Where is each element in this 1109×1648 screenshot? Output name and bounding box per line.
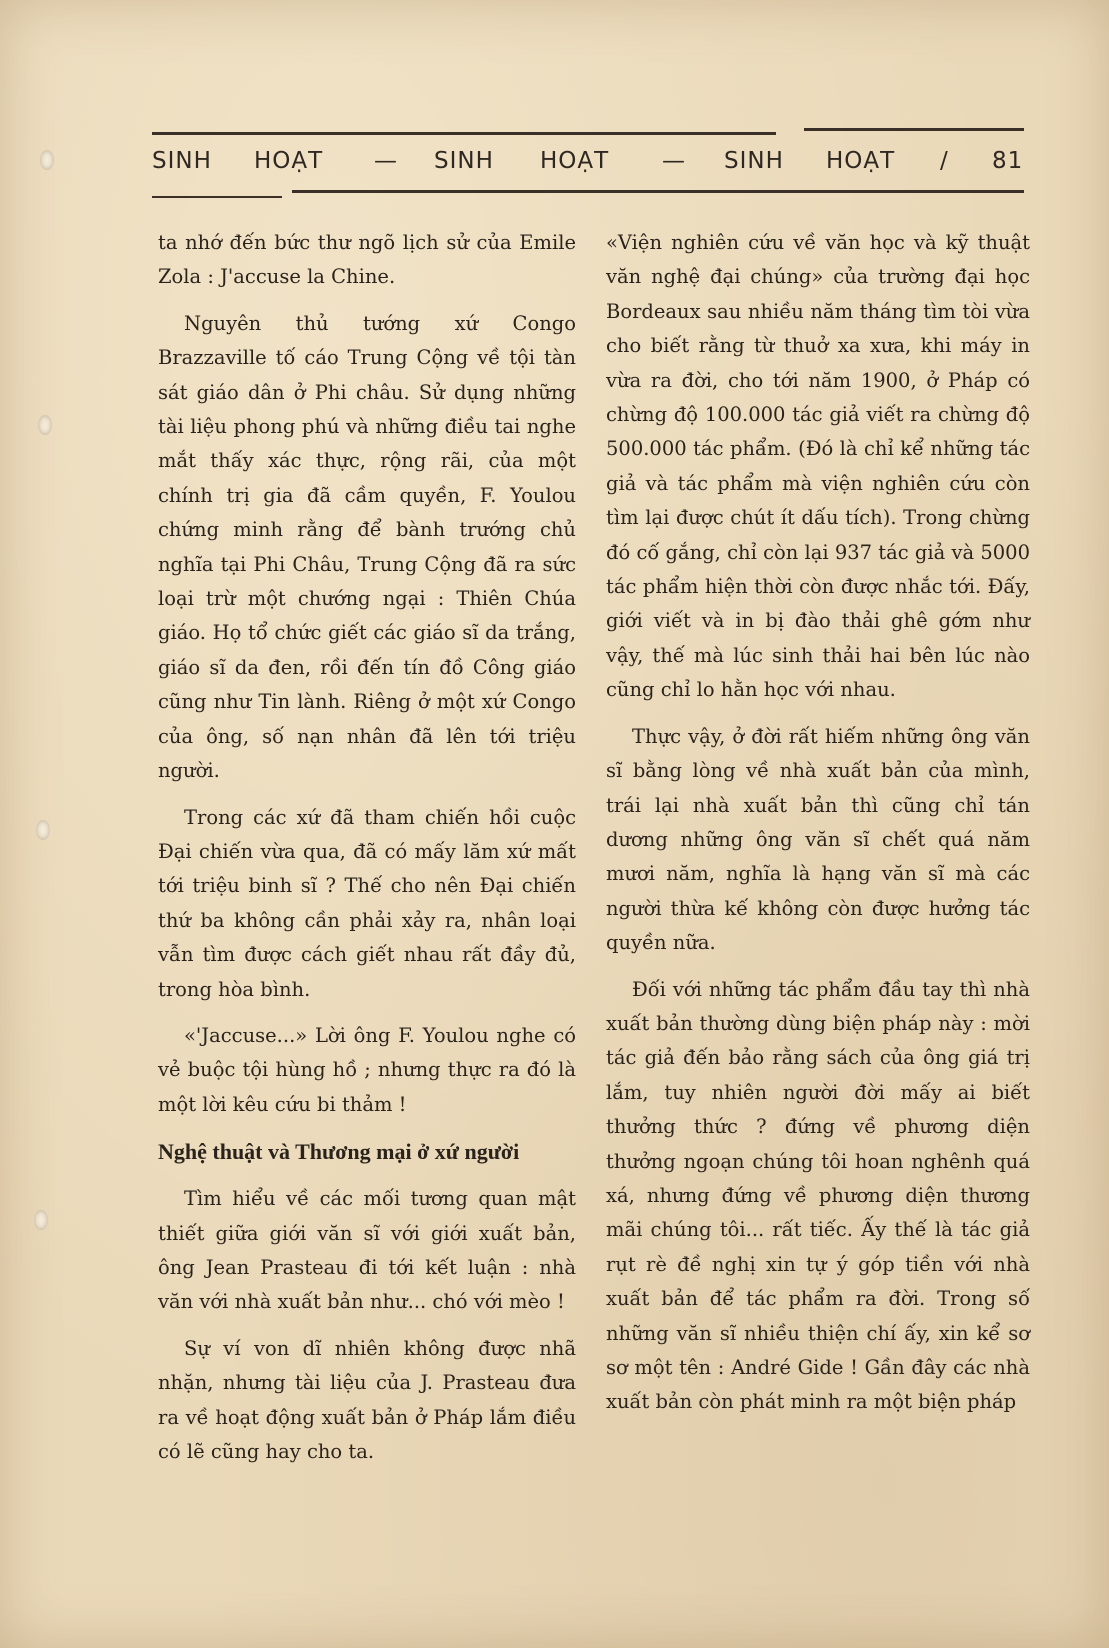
binding-hole	[40, 150, 54, 170]
header-word: HOẠT	[254, 148, 324, 174]
paragraph: «Viện nghiên cứu về văn học và kỹ thuật văn nghệ đại chúng» của trường đại học Bordeaux sau nhiều năm tháng tìm tòi vừa cho biết rằng từ thuở xa xưa, khi máy in vừa ra đời, cho tới năm 1900, ở Pháp có chừng độ 100.000 tác giả viết ra chừng độ 500.000 tác phẩm. (Đó là chỉ kể những tác giả và tác phẩm mà viện nghiên cứu còn tìm lại được chút ít dấu tích). Trong chừng đó cố gắng, chỉ còn lại 937 tác giả và 5000 tác phẩm hiện thời còn được nhắc tới. Đấy, giới viết và in bị đào thải ghê gớm như vậy, thế mà lúc sinh thải hai bên lúc nào cũng chỉ lo hằn học với nhau.	[606, 231, 1030, 702]
binding-hole	[34, 1210, 48, 1230]
paragraph: ta nhớ đến bức thư ngõ lịch sử của Emile Zola : J'accuse la Chine.	[158, 231, 576, 289]
header-bottom-rule-left	[152, 196, 282, 198]
left-column	[158, 226, 576, 1469]
running-header	[152, 140, 1024, 188]
paragraph: Thực vậy, ở đời rất hiếm những ông văn sĩ bằng lòng về nhà xuất bản của mình, trái lại nhà xuất bản thì cũng chỉ tán dương những ông văn sĩ chết quá năm mươi năm, nghĩa là hạng văn sĩ mà các người thừa kế không còn được hưởng tác quyền nữa.	[606, 724, 1030, 955]
paragraph: Sự ví von dĩ nhiên không được nhã nhặn, nhưng tài liệu của J. Prasteau đưa ra về hoạt động xuất bản ở Pháp lắm điều có lẽ cũng hay cho ta.	[158, 1336, 576, 1463]
paragraph: Đối với những tác phẩm đầu tay thì nhà xuất bản thường dùng biện pháp này : mời tác giả đến bảo rằng sách của ông giá trị lắm, tuy nhiên người đời mấy ai biết thưởng thức ? đứng về phương diện thưởng ngoạn chúng tôi hoan nghênh quá xá, nhưng đứng về phương diện thương mãi chúng tôi... rất tiếc. Ấy thế là tác giả rụt rè đề nghị xin tự ý góp tiền với nhà xuất bản để tác phẩm ra đời. Trong số những văn sĩ nhiều thiện chí ấy, xin kể sơ sơ một tên : André Gide ! Gần đây các nhà xuất bản còn phát minh ra một biện pháp	[606, 977, 1030, 1414]
section-heading: Nghệ thuật và Thương mại ở xứ người	[158, 1139, 520, 1165]
header-slash: /	[940, 148, 949, 174]
binding-hole	[36, 820, 50, 840]
right-column	[606, 226, 1030, 1420]
header-dash: —	[374, 148, 398, 174]
paragraph: Nguyên thủ tướng xứ Congo Brazzaville tố cáo Trung Cộng về tội tàn sát giáo dân ở Phi châu. Sử dụng những tài liệu phong phú và những điều tai nghe mắt thấy xác thực, rộng rãi, của một chính trị gia đã cầm quyền, F. Youlou chứng minh rằng để bành trướng chủ nghĩa tại Phi Châu, Trung Cộng đã ra sức loại trừ một chướng ngại : Thiên Chúa giáo. Họ tổ chức giết các giáo sĩ da trắng, giáo sĩ da đen, rồi đến tín đồ Công giáo cũng như Tin lành. Riêng ở một xứ Congo của ông, số nạn nhân đã lên tới triệu người.	[158, 311, 576, 783]
header-word: HOẠT	[540, 148, 610, 174]
paragraph: Trong các xứ đã tham chiến hồi cuộc Đại chiến vừa qua, đã có mấy lăm xứ mất tới triệu binh sĩ ? Thế cho nên Đại chiến thứ ba không cần phải xảy ra, nhân loại vẫn tìm được cách giết nhau rất đầy đủ, trong hòa bình.	[158, 805, 576, 1001]
header-word: SINH	[724, 148, 784, 174]
header-bottom-rule	[292, 190, 1024, 193]
paragraph: «'Jaccuse...» Lời ông F. Youlou nghe có vẻ buộc tội hùng hồ ; nhưng thực ra đó là một lời kêu cứu bi thảm !	[158, 1023, 576, 1116]
header-word: SINH	[434, 148, 494, 174]
header-top-rule-right	[804, 128, 1024, 131]
paragraph: Tìm hiểu về các mối tương quan mật thiết giữa giới văn sĩ với giới xuất bản, ông Jean Prasteau đi tới kết luận : nhà văn với nhà xuất bản như... chó với mèo !	[158, 1187, 576, 1314]
header-dash: —	[662, 148, 686, 174]
binding-hole	[38, 415, 52, 435]
header-word: HOẠT	[826, 148, 896, 174]
header-top-rule	[152, 132, 776, 135]
page-number: 81	[992, 148, 1024, 174]
header-word: SINH	[152, 148, 212, 174]
